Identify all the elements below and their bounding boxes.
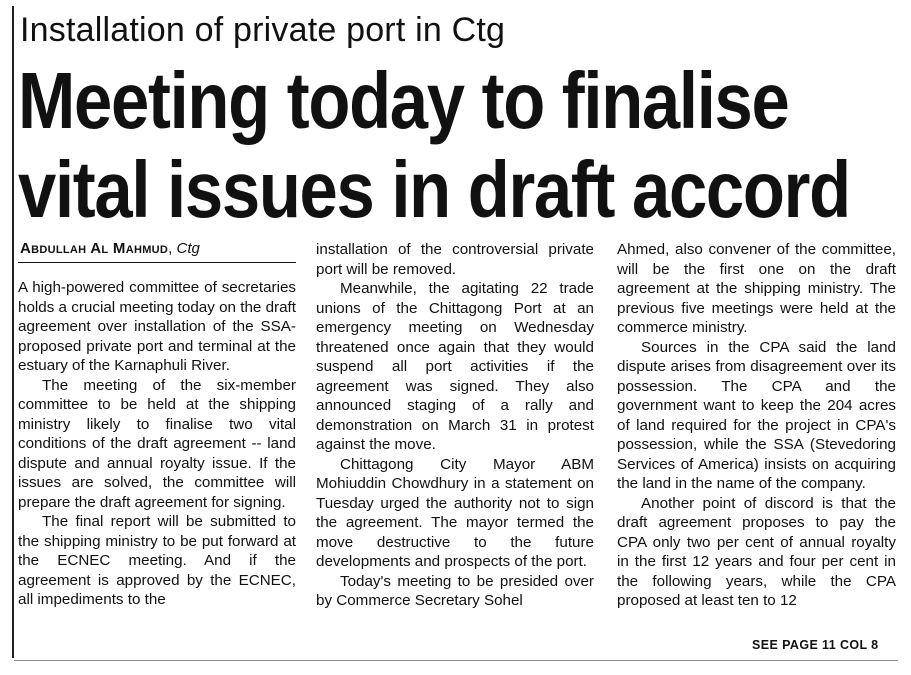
paragraph: A high-powered committee of secretaries holds a crucial meeting today on the draft agreement over installation of the SSA-proposed private port and terminal at the estuary of the Karnaphuli River. — [18, 279, 296, 374]
continued-jump-line: SEE PAGE 11 COL 8 — [752, 638, 879, 652]
byline-author: Abdullah Al Mahmud — [20, 240, 169, 257]
kicker: Installation of private port in Ctg — [20, 11, 506, 49]
bottom-rule — [14, 660, 898, 661]
paragraph: The meeting of the six-member committee to be held at the shipping ministry likely to finalise two vital conditions of the draft agreement -- land dispute and annual royalty issue. If the issues are solved, the committee will prepare the draft agreement for signing. — [18, 376, 296, 511]
article-column-1 — [18, 278, 296, 610]
article-column-3 — [617, 240, 896, 611]
paragraph: The final report will be submitted to the shipping ministry to be put forward at the ECNEC meeting. And if the agreement is approved by the ECNEC, all impediments to the — [18, 513, 296, 608]
headline-line-1: Meeting today to finalise — [18, 56, 789, 145]
headline — [18, 56, 850, 234]
article-column-2 — [316, 240, 594, 611]
paragraph: Ahmed, also convener of the committee, will be the first one on the draft agreement at the shipping ministry. The previous five meetings were held at the commerce ministry. — [617, 241, 896, 336]
paragraph: Today's meeting to be presided over by Commerce Secretary Sohel — [316, 572, 594, 609]
paragraph: Meanwhile, the agitating 22 trade unions of the Chittagong Port at an emergency meeting on Wednesday threatened once again that they would suspend all port activities if the agreement was signed. They also announced staging of a rally and demonstration on March 31 in protest against the move. — [316, 280, 594, 453]
left-column-rule — [12, 6, 14, 658]
headline-line-2: vital issues in draft accord — [18, 145, 850, 234]
byline-rule — [18, 262, 296, 263]
byline — [20, 239, 200, 259]
paragraph: installation of the controversial private port will be removed. — [316, 241, 594, 278]
paragraph: Another point of discord is that the draft agreement proposes to pay the CPA only two per cent of annual royalty in the first 12 years and four per cent in the following years, while the CPA proposed at least ten to 12 — [617, 494, 896, 609]
paragraph: Chittagong City Mayor ABM Mohiuddin Chowdhury in a statement on Tuesday urged the authority not to sign the agreement. The mayor termed the move destructive to the future developments and prospects of the port. — [316, 455, 594, 570]
byline-separator: , — [168, 240, 173, 257]
paragraph: Sources in the CPA said the land dispute arises from disagreement over its possession. The CPA and the government want to keep the 204 acres of land required for the project in CPA's possession, while the SSA (Stevedoring Services of America) insists on acquiring the land in the name of the company. — [617, 338, 896, 492]
byline-location: Ctg — [176, 240, 200, 257]
